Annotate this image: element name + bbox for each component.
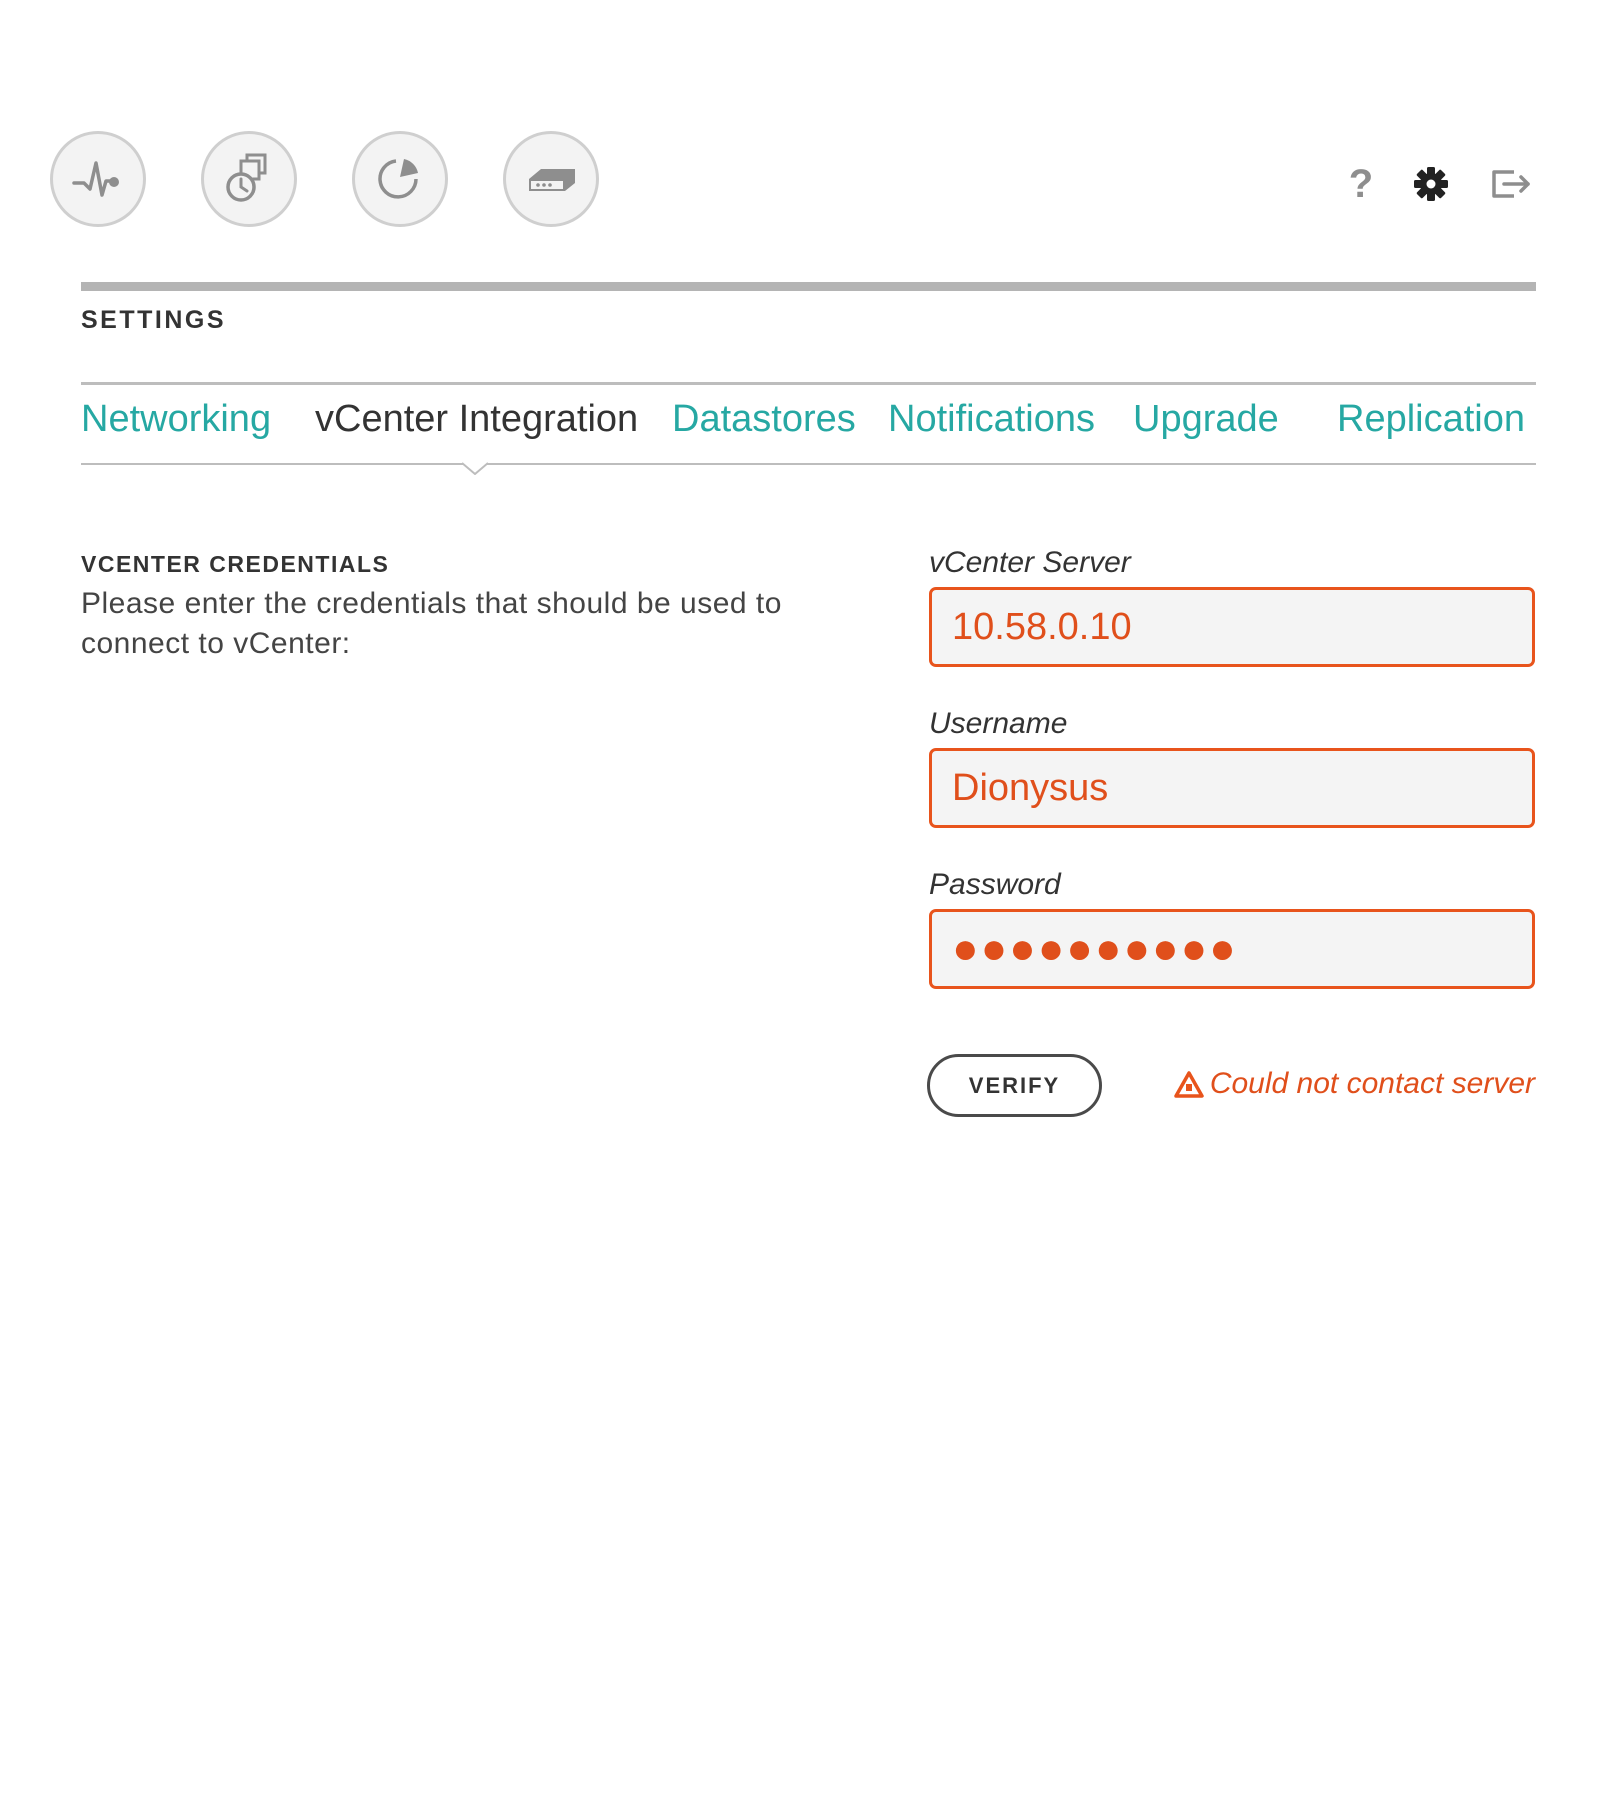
heartbeat-icon	[68, 149, 128, 209]
warning-icon	[1174, 1070, 1204, 1098]
tab-datastores[interactable]: Datastores	[672, 398, 856, 440]
username-label: Username	[929, 707, 1068, 740]
server-label: vCenter Server	[929, 546, 1131, 579]
username-input[interactable]	[929, 748, 1535, 828]
topnav-capacity-button[interactable]	[352, 131, 448, 227]
tabs-top-divider	[81, 382, 1536, 385]
tab-networking[interactable]: Networking	[81, 398, 272, 440]
topnav-snapshots-button[interactable]	[201, 131, 297, 227]
logout-icon-svg	[1488, 162, 1532, 206]
pie-chart-icon	[370, 149, 430, 209]
topnav-health-button[interactable]	[50, 131, 146, 227]
password-input[interactable]	[929, 909, 1535, 989]
gear-icon-svg	[1409, 162, 1453, 206]
verify-button[interactable]: VERIFY	[927, 1054, 1102, 1117]
help-glyph: ?	[1348, 161, 1374, 206]
snapshot-clock-icon	[219, 149, 279, 209]
error-message	[1174, 1067, 1535, 1101]
tab-upgrade[interactable]: Upgrade	[1133, 398, 1279, 440]
help-icon[interactable]	[1335, 158, 1387, 210]
vcenter-server-input[interactable]	[929, 587, 1535, 667]
topnav-hardware-button[interactable]	[503, 131, 599, 227]
header-divider	[81, 282, 1536, 291]
section-title: VCENTER CREDENTIALS	[81, 551, 390, 577]
error-text: Could not contact server	[1209, 1067, 1535, 1100]
logout-icon[interactable]	[1484, 158, 1536, 210]
gear-icon[interactable]	[1405, 158, 1457, 210]
password-label: Password	[929, 868, 1061, 901]
tab-vcenter-integration[interactable]: vCenter Integration	[315, 398, 639, 440]
tab-replication[interactable]: Replication	[1337, 398, 1525, 440]
hardware-device-icon	[521, 149, 581, 209]
tabs-underline	[81, 463, 1536, 465]
page-title: SETTINGS	[81, 306, 227, 334]
section-description: Please enter the credentials that should be used to connect to vCenter:	[81, 587, 782, 660]
tab-notifications[interactable]: Notifications	[888, 398, 1095, 440]
active-tab-indicator	[462, 461, 488, 475]
